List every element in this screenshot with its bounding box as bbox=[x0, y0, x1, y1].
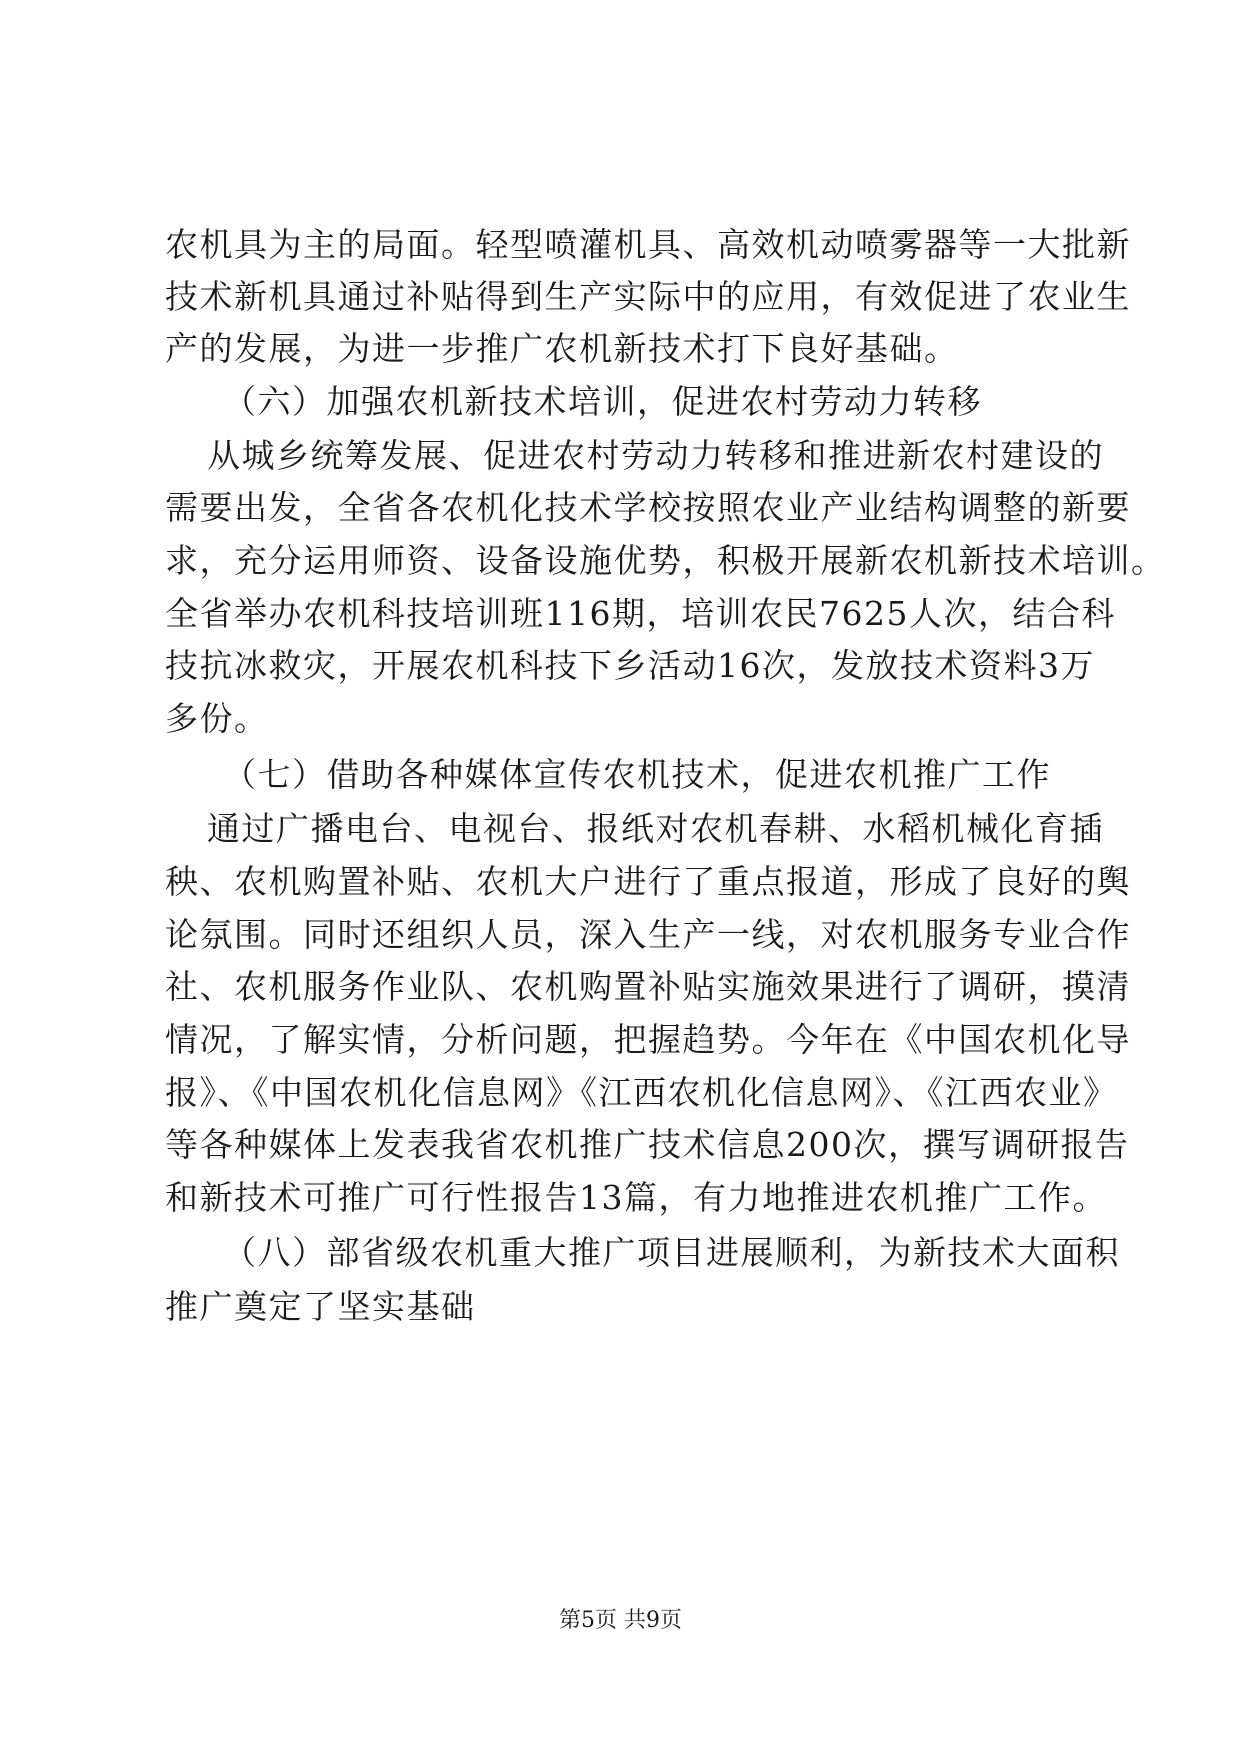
body-line-3: 产的发展，为进一步推广农机新技术打下良好基础。 bbox=[165, 329, 959, 368]
body-line-8: 全省举办农机科技培训班116期，培训农民7625人次，结合科 bbox=[165, 594, 1116, 633]
body-line-10: 多份。 bbox=[165, 699, 269, 738]
body-line-16: 情况，了解实情，分析问题，把握趋势。今年在《中国农机化导 bbox=[165, 1020, 1131, 1059]
body-line-21: 推广奠定了坚实基础 bbox=[165, 1287, 476, 1326]
body-line-14: 论氛围。同时还组织人员，深入生产一线，对农机服务专业合作 bbox=[165, 915, 1131, 954]
body-line-6: 需要出发，全省各农机化技术学校按照农业产业结构调整的新要 bbox=[165, 488, 1131, 527]
body-line-1: 农机具为主的局面。轻型喷灌机具、高效机动喷雾器等一大批新 bbox=[165, 225, 1131, 264]
page-footer: 第5页 共9页 bbox=[559, 1608, 682, 1633]
body-line-7: 求，充分运用师资、设备设施优势，积极开展新农机新技术培训。 bbox=[165, 541, 1166, 580]
body-line-17: 报》、《中国农机化信息网》《江西农机化信息网》、《江西农业》 bbox=[165, 1073, 1118, 1112]
body-line-15: 社、农机服务作业队、农机购置补贴实施效果进行了调研，摸清 bbox=[165, 967, 1131, 1006]
body-line-13: 秧、农机购置补贴、农机大户进行了重点报道，形成了良好的舆 bbox=[165, 862, 1131, 901]
section-heading-7: （七）借助各种媒体宣传农机技术，促进农机推广工作 bbox=[223, 755, 1051, 794]
body-line-18: 等各种媒体上发表我省农机推广技术信息200次，撰写调研报告 bbox=[165, 1125, 1130, 1164]
body-line-9: 技抗冰救灾，开展农机科技下乡活动16次，发放技术资料3万 bbox=[165, 646, 1095, 685]
body-line-2: 技术新机具通过补贴得到生产实际中的应用，有效促进了农业生 bbox=[165, 277, 1131, 316]
body-line-12: 通过广播电台、电视台、报纸对农机春耕、水稻机械化育插 bbox=[207, 809, 1104, 848]
body-line-5: 从城乡统筹发展、促进农村劳动力转移和推进新农村建设的 bbox=[207, 436, 1104, 475]
section-heading-8: （八）部省级农机重大推广项目进展顺利，为新技术大面积 bbox=[223, 1233, 1120, 1272]
section-heading-6: （六）加强农机新技术培训，促进农村劳动力转移 bbox=[223, 382, 982, 421]
body-line-19: 和新技术可推广可行性报告13篇，有力地推进农机推广工作。 bbox=[165, 1178, 1107, 1217]
